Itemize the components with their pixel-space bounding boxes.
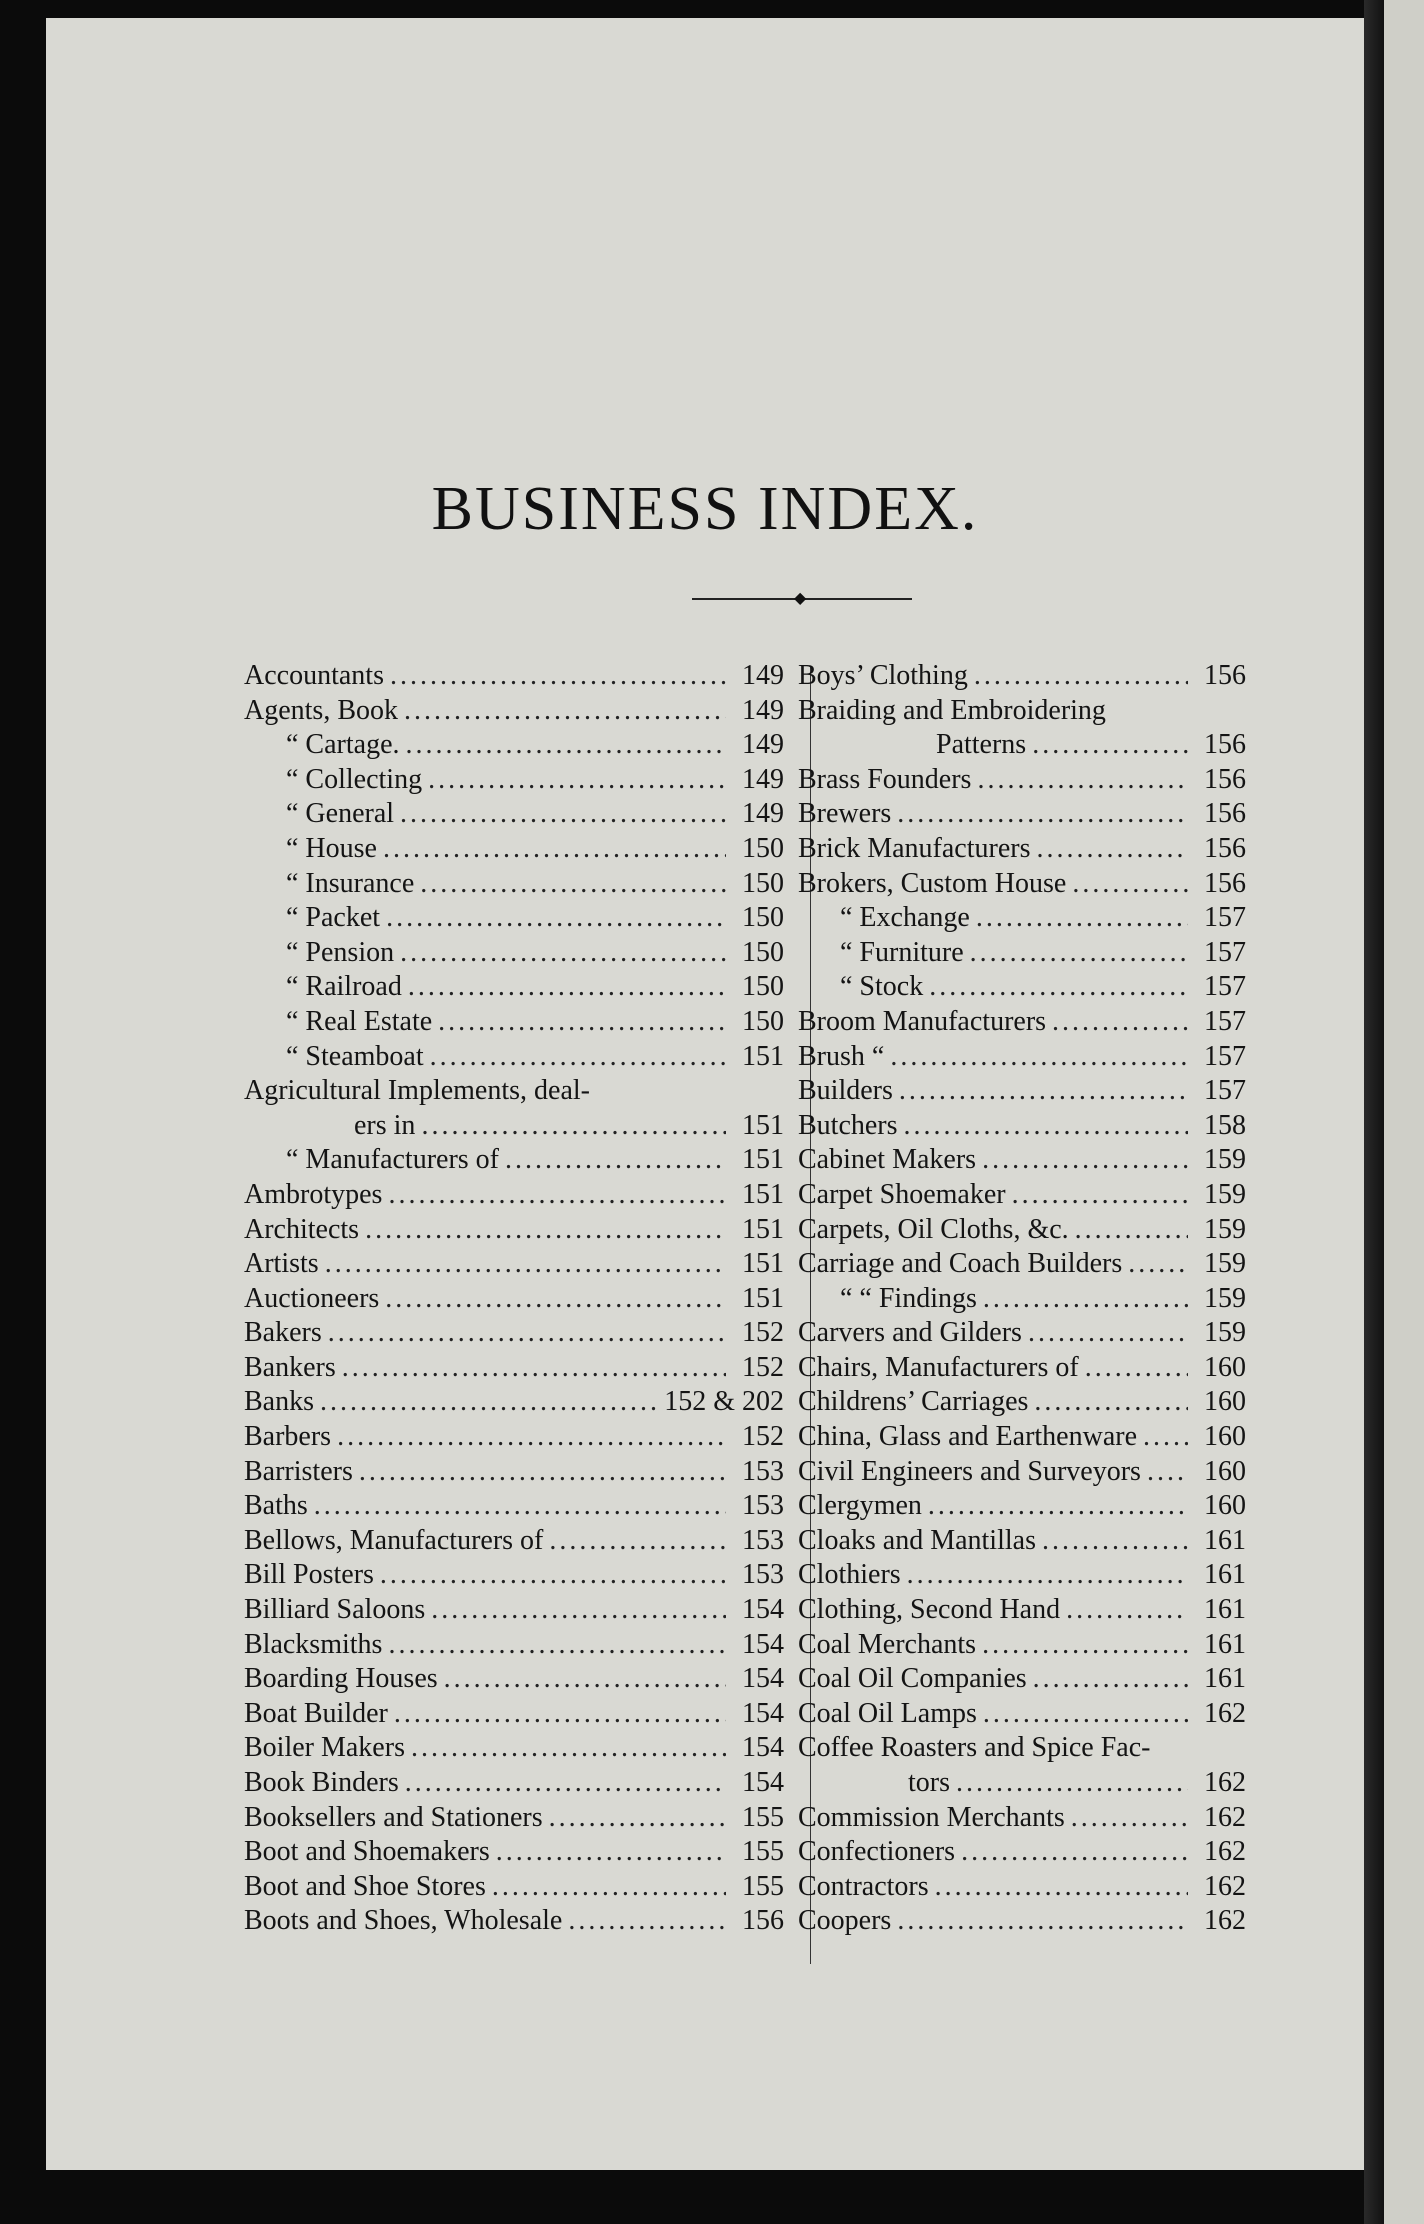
index-entry-page: 153 [742,1524,784,1556]
index-entry [244,1283,784,1318]
dot-leader [1071,1802,1188,1834]
index-entry-page: 152 [742,1421,784,1453]
index-entry-page: 151 [742,1144,784,1176]
index-entry [798,729,1246,764]
index-entry-page: 150 [742,936,784,968]
index-entry-label: Cloaks and Mantillas [798,1524,1036,1556]
index-entry-label: Carvers and Gilders [798,1317,1022,1349]
index-entry [244,902,784,937]
dot-leader [956,1767,1188,1799]
index-entry [244,971,784,1006]
index-entry [798,695,1246,730]
dot-leader [388,1629,726,1661]
index-entry [798,1041,1246,1076]
index-entry-label: Coal Merchants [798,1628,977,1660]
index-entry [244,1110,784,1145]
index-entry [244,1041,784,1076]
index-entry-page: 149 [742,798,784,830]
index-entry [798,937,1246,972]
index-entry-label: Builders [798,1075,893,1107]
index-entry-label: Accountants [244,660,384,691]
index-entry-page: 152 [742,1317,784,1349]
index-entry-label: Clothing, Second Hand [798,1594,1061,1626]
index-entry [798,902,1246,937]
dot-leader [982,1629,1188,1661]
index-entry [244,1075,784,1110]
dot-leader [897,1905,1188,1937]
index-entry [244,1317,784,1352]
index-entry-page: 151 [742,1248,784,1280]
dot-leader [438,1006,726,1038]
facing-page-edge [1384,0,1424,2224]
index-entry [244,1144,784,1179]
index-entry-label: “ Pension [286,936,395,968]
index-entry-page: 156 [1204,798,1246,830]
dot-leader [386,902,726,934]
index-entry [798,1214,1246,1249]
index-column-left [244,660,784,1940]
ornamental-rule [692,598,912,600]
index-entry-label: “ Real Estate [286,1005,433,1037]
index-entry-page: 157 [1204,902,1246,934]
dot-leader [430,1041,726,1073]
index-entry-page: 150 [742,902,784,934]
index-entry-page: 160 [1204,1421,1246,1453]
index-entry-page: 161 [1204,1663,1246,1695]
index-entry-page: 154 [742,1732,784,1764]
index-entry-label: Commission Merchants [798,1801,1065,1833]
index-entry-label: Banks [244,1386,314,1418]
index-entry-page: 162 [1204,1870,1246,1902]
index-entry-label: Brokers, Custom House [798,867,1067,899]
index-entry-page: 156 [1204,763,1246,795]
index-entry-label: Braiding and Embroidering [798,694,1106,726]
index-entry-page: 156 [1204,867,1246,899]
index-entry-label: Artists [244,1248,319,1280]
dot-leader [907,1559,1188,1591]
index-entry-label: Boot and Shoemakers [244,1836,490,1868]
dot-leader [408,971,726,1003]
index-entry [244,1663,784,1698]
index-entry [244,833,784,868]
dot-leader [1034,1386,1188,1418]
dot-leader [400,798,726,830]
dot-leader [421,1110,726,1142]
index-entry-page: 154 [742,1767,784,1798]
index-entry-label: Brick Manufacturers [798,832,1031,864]
index-entry-label: Bankers [244,1351,336,1383]
dot-leader [1072,868,1188,900]
index-entry-page: 159 [1204,1248,1246,1280]
index-entry [244,1594,784,1629]
index-entry-page: 159 [1204,1317,1246,1349]
index-entry-page: 162 [1204,1801,1246,1833]
dot-leader [420,868,726,900]
dot-leader [314,1490,726,1522]
index-entry-label: Barbers [244,1421,332,1453]
dot-leader [1032,729,1188,761]
index-entry-page: 151 [742,1178,784,1210]
dot-leader [492,1871,726,1903]
dot-leader [365,1214,726,1246]
dot-leader [928,1490,1188,1522]
index-entry-label: Coopers [798,1905,892,1937]
index-entry [798,1006,1246,1041]
dot-leader [904,1110,1188,1142]
dot-leader [404,695,726,727]
index-entry-label: “ Exchange [840,902,970,934]
index-entry-label: Coal Oil Companies [798,1663,1027,1695]
index-entry-page: 149 [742,660,784,691]
index-entry-label: Architects [244,1213,360,1245]
index-entry-label: Book Binders [244,1767,399,1798]
index-entry-page: 155 [742,1870,784,1902]
index-entry-label: Bellows, Manufacturers of [244,1524,544,1556]
index-entry-label: “ Collecting [286,763,423,795]
dot-leader [1042,1525,1188,1557]
index-entry-label: Brush “ [798,1040,885,1072]
page-title: BUSINESS INDEX. [431,475,979,543]
index-entry [798,1317,1246,1352]
index-entry-label: Brass Founders [798,763,972,795]
index-entry [244,1386,784,1421]
dot-leader [890,1041,1188,1073]
index-entry [244,1525,784,1560]
index-entry-label: “ General [286,798,395,830]
index-entry-page: 158 [1204,1109,1246,1141]
index-entry-label: Cabinet Makers [798,1144,977,1176]
index-entry [798,1767,1246,1802]
dot-leader [974,660,1188,692]
dot-leader [444,1663,726,1695]
index-entry [798,764,1246,799]
index-column-right [798,660,1246,1940]
index-entry-label: “ “ Findings [840,1282,977,1314]
index-entry-label: Brewers [798,798,892,830]
dot-leader [342,1352,726,1384]
index-entry-label: Auctioneers [244,1282,380,1314]
index-entry-label: “ Packet [286,902,381,934]
dot-leader [549,1802,726,1834]
index-entry-page: 160 [1204,1351,1246,1383]
index-entry [798,1144,1246,1179]
index-entry [244,1214,784,1249]
index-entry-label: Agricultural Implements, deal- [244,1075,590,1107]
index-entry-label: “ Steamboat [286,1040,424,1072]
index-entry [798,1836,1246,1871]
index-entry-page: 150 [742,867,784,899]
index-entry-label: Blacksmiths [244,1628,383,1660]
index-entry-label: Bill Posters [244,1559,374,1591]
index-entry [798,660,1246,695]
index-entry-page: 157 [1204,971,1246,1003]
dot-leader [328,1317,726,1349]
index-entry-label: tors [908,1767,950,1798]
index-entry-page: 157 [1204,1005,1246,1037]
index-entry [244,1767,784,1802]
dot-leader [411,1732,726,1764]
index-entry-page: 156 [1204,660,1246,691]
index-entry-page: 150 [742,971,784,1003]
index-entry-label: Boots and Shoes, Wholesale [244,1905,563,1937]
index-entry-label: Coal Oil Lamps [798,1697,977,1729]
index-entry [244,1871,784,1906]
dot-leader [431,1594,726,1626]
index-entry-page: 162 [1204,1767,1246,1798]
index-entry-label: Civil Engineers and Surveyors [798,1455,1141,1487]
index-entry [244,1006,784,1041]
dot-leader [897,798,1188,830]
index-entry [244,729,784,764]
index-entry-page: 162 [1204,1905,1246,1937]
index-entry-page: 155 [742,1836,784,1868]
index-entry-page: 160 [1204,1455,1246,1487]
index-entry-page: 159 [1204,1178,1246,1210]
dot-leader [390,660,726,692]
index-entry-label: ers in [354,1109,416,1141]
index-entry-page: 157 [1204,1040,1246,1072]
dot-leader [983,1283,1188,1315]
dot-leader [976,902,1188,934]
index-entry [244,1836,784,1871]
index-entry-page: 159 [1204,1213,1246,1245]
index-entry [798,1248,1246,1283]
index-entry [244,1698,784,1733]
index-entry-label: “ Insurance [286,867,415,899]
index-entry-page: 156 [1204,832,1246,864]
index-entry-label: Boarding Houses [244,1663,438,1695]
index-entry-page: 154 [742,1697,784,1729]
index-entry-page: 150 [742,832,784,864]
dot-leader [970,937,1188,969]
dot-leader [405,1767,726,1799]
dot-leader [935,1871,1188,1903]
index-entry-label: Contractors [798,1870,929,1902]
index-entry [798,868,1246,903]
index-entry-page: 149 [742,763,784,795]
index-entry [244,695,784,730]
index-entry-page: 153 [742,1559,784,1591]
index-entry [798,971,1246,1006]
index-entry-page: 162 [1204,1836,1246,1868]
dot-leader [899,1075,1188,1107]
index-entry-page: 156 [1204,729,1246,761]
dot-leader [1143,1421,1188,1453]
index-entry-label: Ambrotypes [244,1178,383,1210]
index-entry [798,1525,1246,1560]
index-entry-page: 161 [1204,1594,1246,1626]
index-entry-label: “ Railroad [286,971,402,1003]
dot-leader [406,729,727,761]
dot-leader [929,971,1188,1003]
index-entry-label: “ Cartage. [286,729,400,761]
index-entry-label: Confectioners [798,1836,956,1868]
dot-leader [982,1144,1188,1176]
dot-leader [320,1386,658,1418]
dot-leader [388,1179,726,1211]
index-entry-label: Broom Manufacturers [798,1005,1047,1037]
dot-leader [1075,1214,1188,1246]
index-entry-label: “ House [286,832,377,864]
dot-leader [1052,1006,1188,1038]
dot-leader [400,937,726,969]
index-entry-label: Childrens’ Carriages [798,1386,1029,1418]
index-entry-page: 154 [742,1663,784,1695]
index-entry-page: 149 [742,694,784,726]
index-entry-label: Carriage and Coach Builders [798,1248,1123,1280]
index-entry-page: 149 [742,729,784,761]
index-entry-label: Boys’ Clothing [798,660,968,691]
index-entry-page: 160 [1204,1386,1246,1418]
index-entry [798,1456,1246,1491]
index-entry-label: “ Manufacturers of [286,1144,500,1176]
index-entry [798,1732,1246,1767]
dot-leader [380,1559,726,1591]
index-entry-label: Carpets, Oil Cloths, &c. [798,1213,1069,1245]
index-entry [798,1663,1246,1698]
index-entry-label: Boat Builder [244,1697,388,1729]
index-entry [244,868,784,903]
index-entry-page: 159 [1204,1144,1246,1176]
index-entry-label: Patterns [936,729,1027,761]
index-entry [244,764,784,799]
index-entry [798,1283,1246,1318]
dot-leader [394,1698,726,1730]
index-entry [798,798,1246,833]
index-entry-label: “ Furniture [840,936,964,968]
index-entry-page: 151 [742,1282,784,1314]
index-entry-page: 154 [742,1594,784,1626]
dot-leader [1066,1594,1188,1626]
dot-leader [496,1836,726,1868]
index-entry [244,1802,784,1837]
index-entry [244,1490,784,1525]
index-entry-page: 157 [1204,936,1246,968]
index-entry-page: 156 [742,1905,784,1937]
dot-leader [549,1525,726,1557]
dot-leader [325,1248,726,1280]
index-entry-label: Butchers [798,1109,898,1141]
index-entry [798,1179,1246,1214]
index-entry-page: 161 [1204,1524,1246,1556]
dot-leader [385,1283,726,1315]
index-entry [244,1559,784,1594]
index-entry-page: 162 [1204,1697,1246,1729]
dot-leader [568,1905,726,1937]
dot-leader [428,764,726,796]
index-entry-page: 157 [1204,1075,1246,1107]
dot-leader [983,1698,1188,1730]
dot-leader [383,833,726,865]
index-entry-label: Clothiers [798,1559,901,1591]
index-entry-page: 152 & 202 [664,1386,784,1418]
index-entry-page: 151 [742,1040,784,1072]
book-page [46,18,1364,2170]
index-entry-page: 154 [742,1628,784,1660]
index-entry-label: Baths [244,1490,308,1522]
index-entry-page: 151 [742,1213,784,1245]
index-entry [798,1075,1246,1110]
index-entry [798,1629,1246,1664]
index-entry-page: 160 [1204,1490,1246,1522]
dot-leader [1147,1456,1188,1488]
index-entry [244,660,784,695]
index-entry-label: Barristers [244,1455,353,1487]
index-entry-label: Booksellers and Stationers [244,1801,543,1833]
index-entry-page: 151 [742,1109,784,1141]
dot-leader [1012,1179,1188,1211]
index-entry-label: China, Glass and Earthenware [798,1421,1137,1453]
index-entry-label: Billiard Saloons [244,1594,426,1626]
index-entry-page: 153 [742,1490,784,1522]
dot-leader [1036,833,1188,865]
index-entry [244,1732,784,1767]
index-entry-label: Agents, Book [244,694,398,726]
index-entry [798,1352,1246,1387]
index-entry [798,1110,1246,1145]
index-entry [244,1905,784,1940]
dot-leader [337,1421,726,1453]
index-entry [798,1905,1246,1940]
index-entry-page: 161 [1204,1559,1246,1591]
dot-leader [1085,1352,1188,1384]
index-entry-page: 155 [742,1801,784,1833]
index-entry [798,1802,1246,1837]
index-entry-label: Coffee Roasters and Spice Fac- [798,1732,1151,1764]
dot-leader [1128,1248,1188,1280]
index-entry [244,1629,784,1664]
index-entry-label: Boiler Makers [244,1732,405,1764]
index-entry [798,1490,1246,1525]
index-entry [244,1421,784,1456]
index-entry [798,1594,1246,1629]
index-entry [244,1179,784,1214]
index-entry-label: Bakers [244,1317,322,1349]
index-entry-page: 152 [742,1351,784,1383]
index-entry [244,1248,784,1283]
index-entry [244,1456,784,1491]
index-entry [244,798,784,833]
index-entry [798,833,1246,868]
index-entry [244,937,784,972]
index-entry-page: 150 [742,1005,784,1037]
index-entry [244,1352,784,1387]
index-entry-label: Boot and Shoe Stores [244,1870,486,1902]
index-entry-label: Carpet Shoemaker [798,1178,1006,1210]
index-entry-page: 159 [1204,1282,1246,1314]
dot-leader [1028,1317,1188,1349]
index-entry [798,1386,1246,1421]
index-entry-label: “ Stock [840,971,924,1003]
index-entry-label: Chairs, Manufacturers of [798,1351,1079,1383]
dot-leader [359,1456,726,1488]
index-entry-page: 153 [742,1455,784,1487]
dot-leader [977,764,1188,796]
index-entry [798,1698,1246,1733]
dot-leader [505,1144,726,1176]
index-entry-page: 161 [1204,1628,1246,1660]
index-entry [798,1421,1246,1456]
index-entry [798,1559,1246,1594]
index-entry [798,1871,1246,1906]
dot-leader [1033,1663,1188,1695]
dot-leader [961,1836,1188,1868]
index-entry-label: Clergymen [798,1490,922,1522]
